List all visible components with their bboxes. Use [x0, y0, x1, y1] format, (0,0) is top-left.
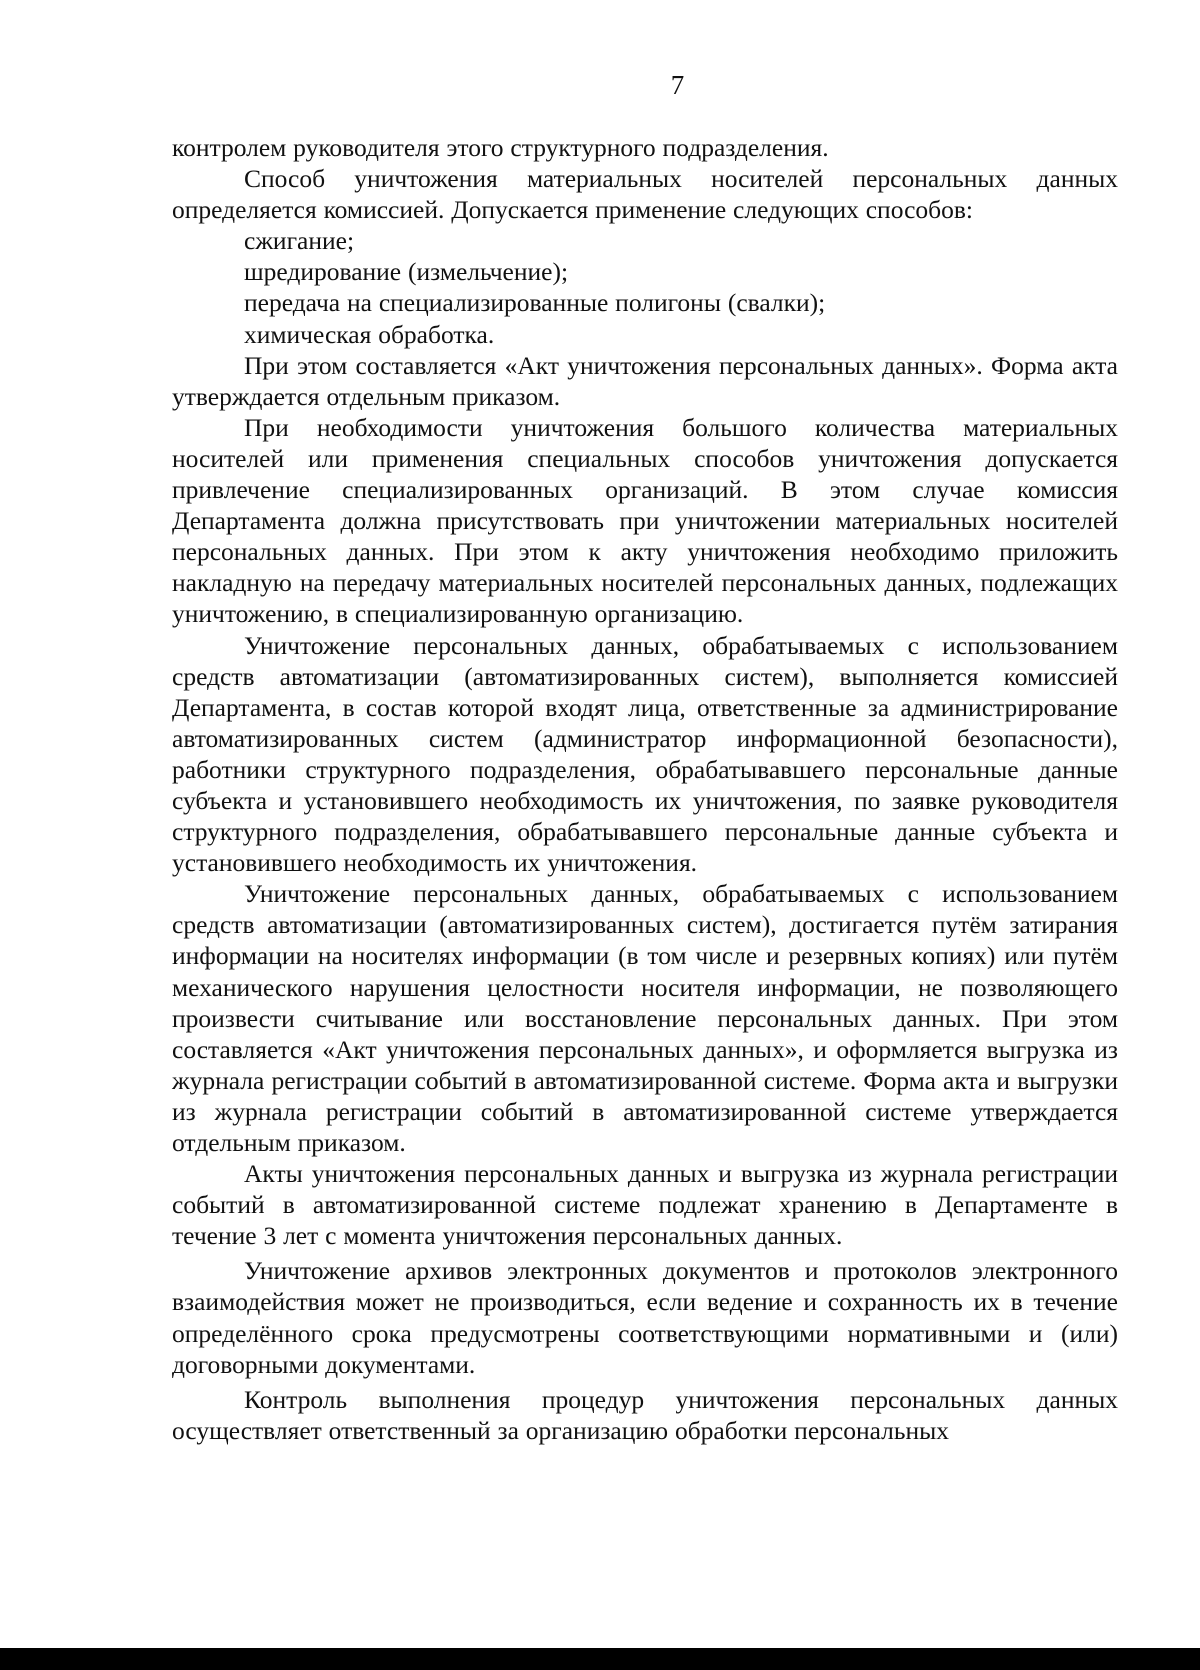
- list-item-chemical: химическая обработка.: [244, 319, 495, 349]
- paragraph-destruction-method: Способ уничтожения материальных носителей персональных данных определяется комиссией. Допускается применение следующих способов:: [172, 164, 1118, 225]
- list-item-landfill: передача на специализированные полигоны (свалки);: [244, 288, 826, 318]
- paragraph-continuation: контролем руководителя этого структурного подразделения.: [172, 133, 829, 162]
- list-item-shredding: шредирование (измельчение);: [244, 257, 569, 287]
- document-body: [172, 132, 1118, 1446]
- paragraph-control: Контроль выполнения процедур уничтожения персональных данных осуществляет ответственный за организацию обработки персональных: [172, 1384, 1118, 1445]
- paragraph-automated-commission: Уничтожение персональных данных, обрабатываемых с использованием средств автоматизации (автоматизированных систем), выполняется комиссией Департамента, в состав которой входят лица, ответственные за администрирование автоматизированных систем (администратор информационной безопасности), работники структурного подразделения, обрабатывавшего персональные данные субъекта и установившего необходимость их уничтожения, по заявке руководителя структурного подразделения, обрабатывавшего персональные данные субъекта и установившего необходимость их уничтожения.: [172, 630, 1118, 878]
- paragraph-specialized-organizations: При необходимости уничтожения большого количества материальных носителей или применения специальных способов уничтожения допускается привлечение специализированных организаций. В этом случае комиссия Департамента должна присутствовать при уничтожении материальных носителей персональных данных. При этом к акту уничтожения необходимо приложить накладную на передачу материальных носителей персональных данных, подлежащих уничтожению, в специализированную организацию.: [172, 412, 1118, 629]
- page-number: 7: [670, 70, 685, 100]
- paragraph-act-form: При этом составляется «Акт уничтожения персональных данных». Форма акта утверждается отдельным приказом.: [172, 350, 1118, 411]
- paragraph-archives: Уничтожение архивов электронных документов и протоколов электронного взаимодействия может не производиться, если ведение и сохранность их в течение определённого срока предусмотрены соответствующими нормативными и (или) договорными документами.: [172, 1256, 1118, 1379]
- scan-edge-bar: [0, 1648, 1200, 1670]
- paragraph-automated-erasure: Уничтожение персональных данных, обрабатываемых с использованием средств автоматизации (автоматизированных систем), достигается путём затирания информации на носителях информации (в том числе и резервных копиях) или путём механического нарушения целостности носителя информации, не позволяющего произвести считывание или восстановление персональных данных. При этом составляется «Акт уничтожения персональных данных», и оформляется выгрузка из журнала регистрации событий в автоматизированной системе. Форма акта и выгрузки из журнала регистрации событий в автоматизированной системе утверждается отдельным приказом.: [172, 879, 1118, 1157]
- list-item-burning: сжигание;: [244, 226, 355, 256]
- paragraph-storage-period: Акты уничтожения персональных данных и выгрузка из журнала регистрации событий в автоматизированной системе подлежат хранению в Департаменте в течение 3 лет с момента уничтожения персональных данных.: [172, 1159, 1118, 1251]
